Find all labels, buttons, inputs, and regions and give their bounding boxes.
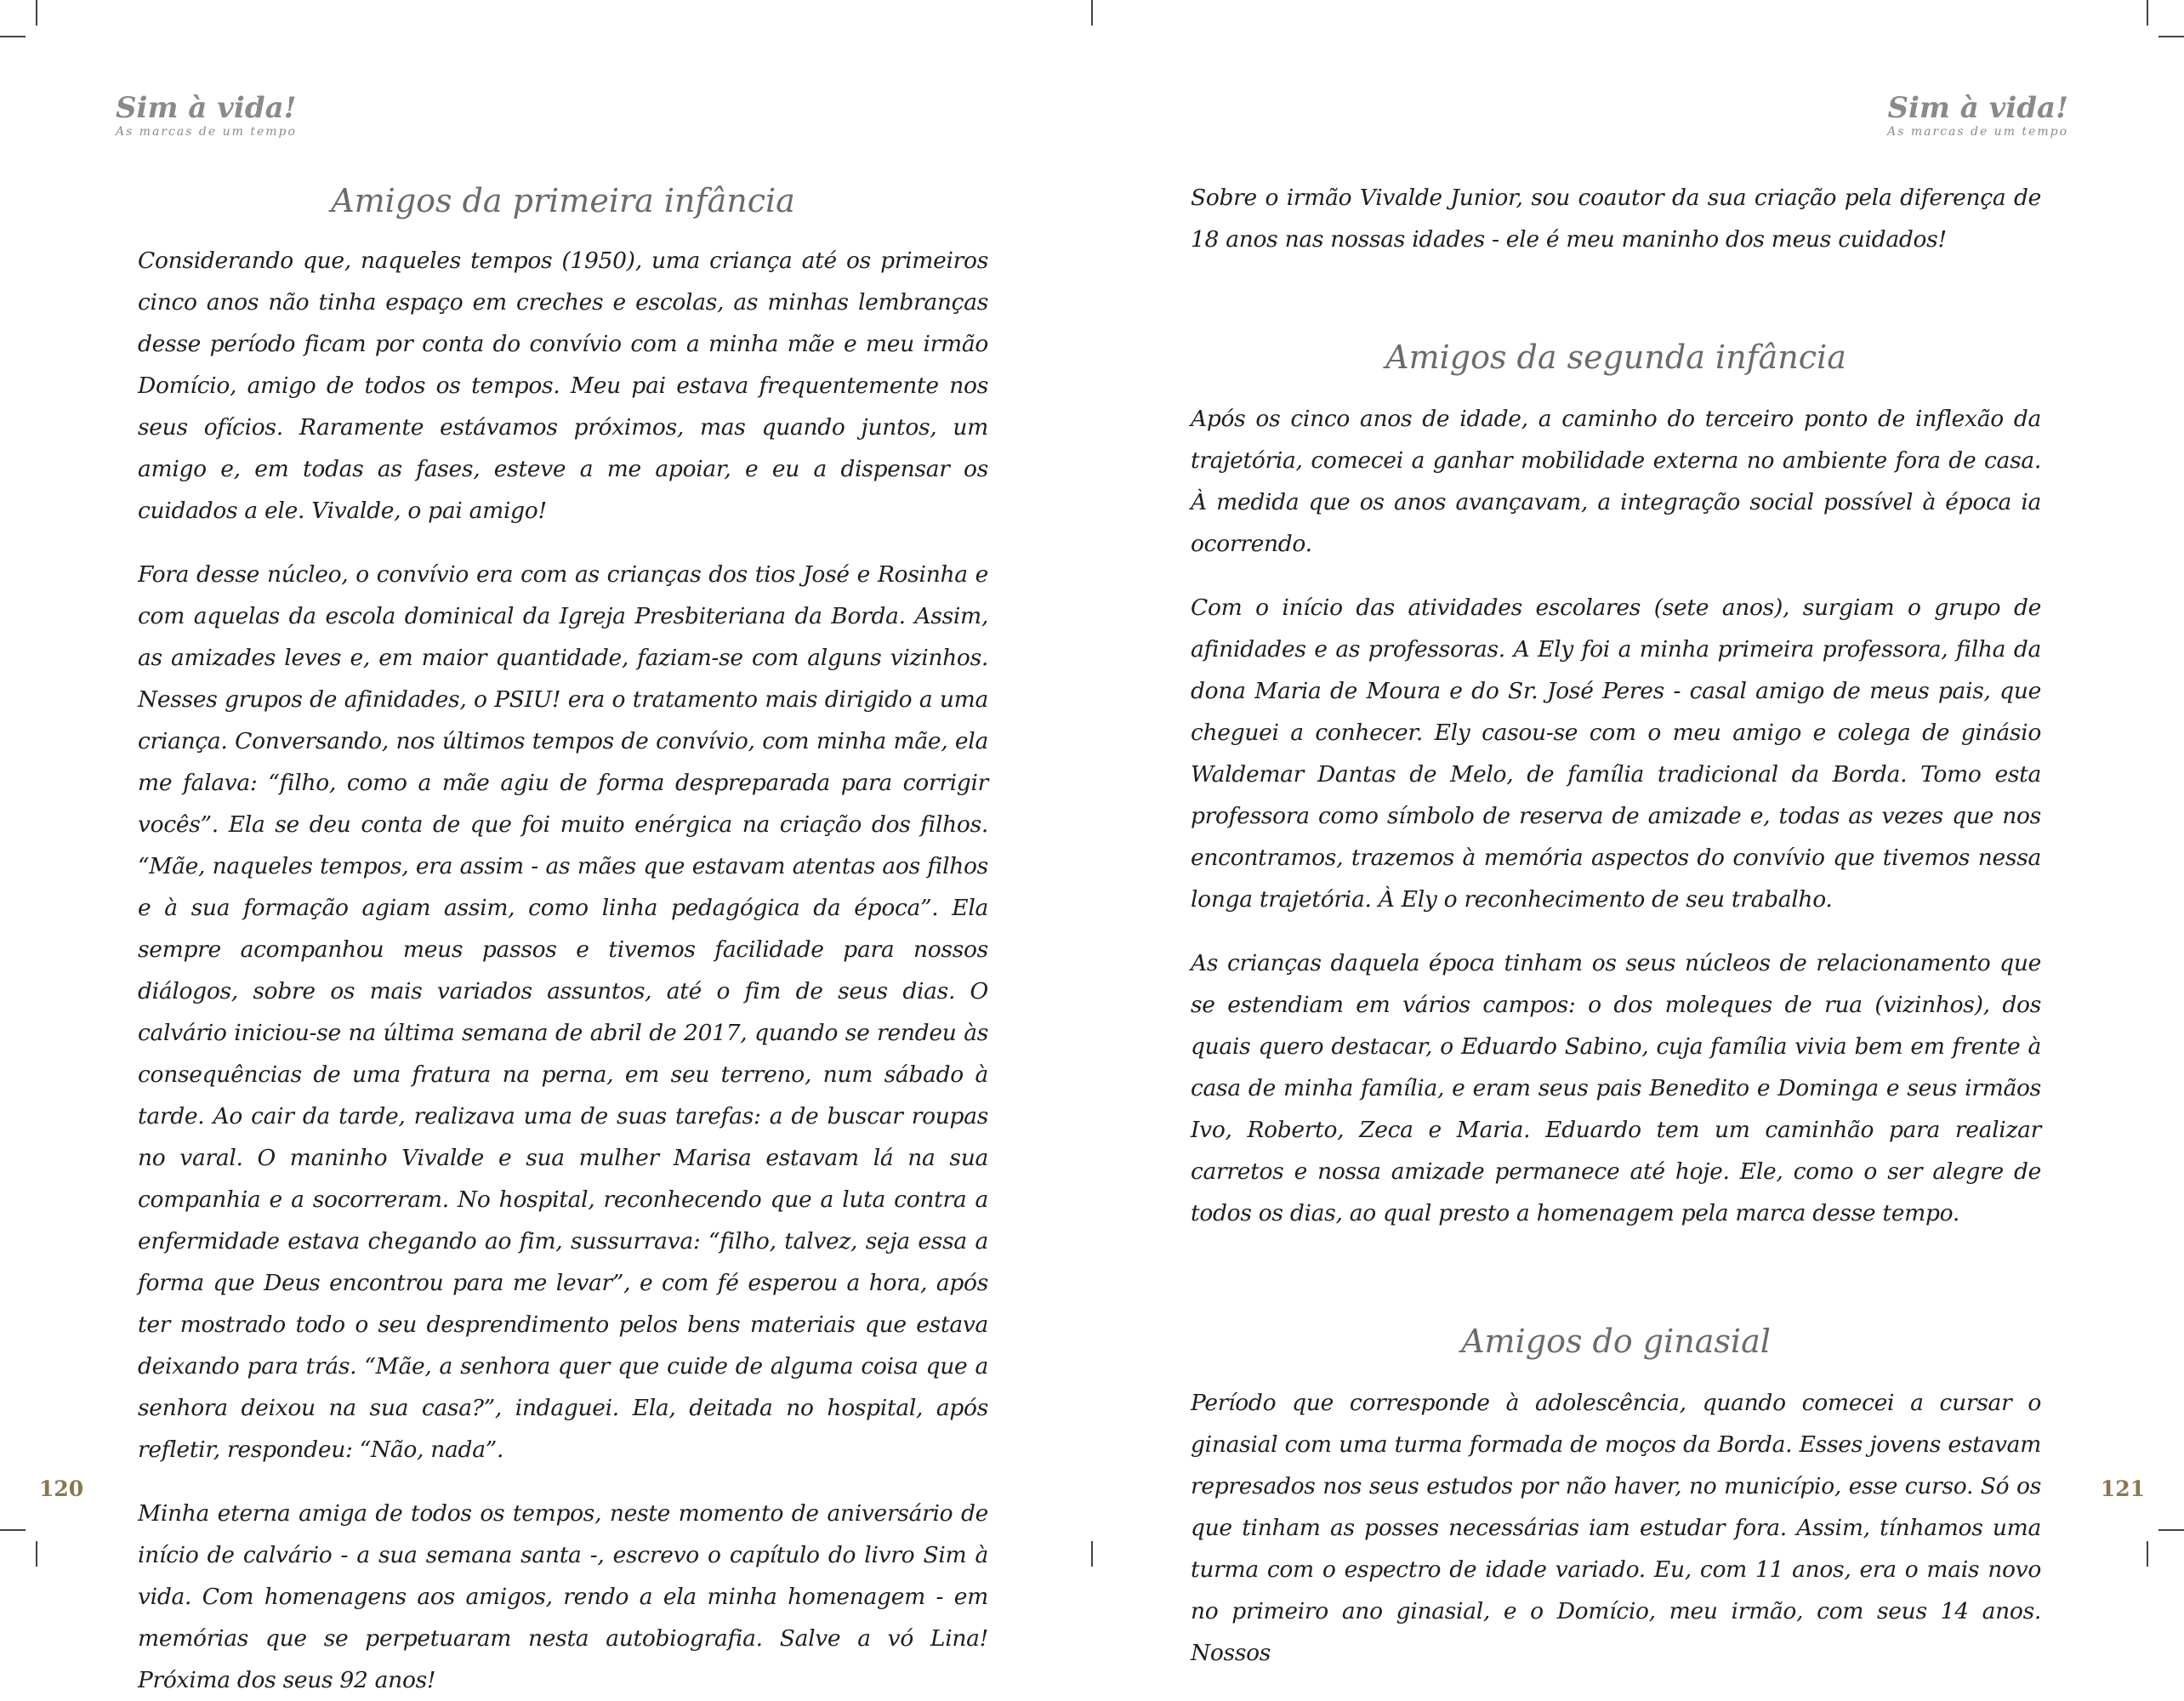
left-page — [0, 0, 1092, 1693]
header-subtitle: As marcas de um tempo — [1887, 125, 2068, 139]
section-title: Amigos da segunda infância — [1385, 338, 1846, 376]
paragraph: Com o início das atividades escolares (sete anos), surgiam o grupo de afinidades e as professoras. A Ely foi a minha primeira professora, filha da dona Maria de Moura e do Sr. José Peres - casal amigo de meus pais, que cheguei a conhecer. Ely casou-se com o meu amigo e colega de ginásio Waldemar Dantas de Melo, de família tradicional da Borda. Tomo esta professora como símbolo de reserva de amizade e, todas as vezes que nos encontramos, trazemos à memória aspectos do convívio que tivemos nessa longa trajetória. À Ely o reconhecimento de seu trabalho. — [1191, 594, 2041, 913]
left-page-content — [138, 177, 988, 1701]
paragraph: Após os cinco anos de idade, a caminho do terceiro ponto de inflexão da trajetória, comecei a ganhar mobilidade externa no ambiente fora de casa. À medida que os anos avançavam, a integração social possível à época ia ocorrendo. — [1191, 406, 2041, 557]
page-number: 121 — [2100, 1476, 2145, 1501]
paragraph: Período que corresponde à adolescência, quando comecei a cursar o ginasial com uma turma formada de moços da Borda. Esses jovens estavam represados nos seus estudos por não haver, no município, esse curso. Só os que tinham as posses necessárias iam estudar fora. Assim, tínhamos uma turma com o espectro de idade variado. Eu, com 11 anos, era o mais novo no primeiro ano ginasial, e o Domício, meu irmão, com seus 14 anos. Nossos — [1191, 1390, 2041, 1666]
header-title: Sim à vida! — [116, 91, 297, 125]
paragraph: As crianças daquela época tinham os seus núcleos de relacionamento que se estendiam em vários campos: o dos moleques de rua (vizinhos), dos quais quero destacar, o Eduardo Sabino, cuja família vivia bem em frente à casa de minha família, e eram seus pais Benedito e Dominga e seus irmãos Ivo, Roberto, Zeca e Maria. Eduardo tem um caminhão para realizar carretos e nossa amizade permanece até hoje. Ele, como o ser alegre de todos os dias, ao qual presto a homenagem pela marca desse tempo. — [1191, 950, 2041, 1226]
section-title: Amigos do ginasial — [1461, 1323, 1771, 1360]
paragraph: Sobre o irmão Vivalde Junior, sou coautor da sua criação pela diferença de 18 anos nas nossas idades - ele é meu maninho dos meus cuidados! — [1191, 185, 2041, 253]
running-header — [1887, 92, 2068, 139]
running-header — [116, 92, 297, 139]
paragraph: Considerando que, naqueles tempos (1950), uma criança até os primeiros cinco anos não tinha espaço em creches e escolas, as minhas lembranças desse período ficam por conta do convívio com a minha mãe e meu irmão Domício, amigo de todos os tempos. Meu pai estava frequentemente nos seus ofícios. Raramente estávamos próximos, mas quando juntos, um amigo e, em todas as fases, esteve a me apoiar, e eu a dispensar os cuidados a ele. Vivalde, o pai amigo! — [138, 247, 988, 524]
paragraph: Minha eterna amiga de todos os tempos, neste momento de aniversário de início de calvário - a sua semana santa -, escrevo o capítulo do livro Sim à vida. Com homenagens aos amigos, rendo a ela minha homenagem - em memórias que se perpetuaram nesta autobiografia. Salve a vó Lina! Próxima dos seus 92 anos! — [138, 1500, 988, 1693]
right-page-content — [1191, 177, 2041, 1674]
section-title: Amigos da primeira infância — [331, 182, 795, 219]
right-page — [1092, 0, 2184, 1666]
paragraph: Fora desse núcleo, o convívio era com as crianças dos tios José e Rosinha e com aquelas da escola dominical da Igreja Presbiteriana da Borda. Assim, as amizades leves e, em maior quantidade, faziam-se com alguns vizinhos. Nesses grupos de afinidades, o PSIU! era o tratamento mais dirigido a uma criança. Conversando, nos últimos tempos de convívio, com minha mãe, ela me falava: “filho, como a mãe agiu de forma despreparada para corrigir vocês”. Ela se deu conta de que foi muito enérgica na criação dos filhos. “Mãe, naqueles tempos, era assim - as mães que estavam atentas aos filhos e à sua formação agiam assim, como linha pedagógica da época”. Ela sempre acompanhou meus passos e tivemos facilidade para nossos diálogos, sobre os mais variados assuntos, até o fim de seus dias. O calvário iniciou-se na última semana de abril de 2017, quando se rendeu às consequências de uma fratura na perna, em seu terreno, num sábado à tarde. Ao cair da tarde, realizava uma de suas tarefas: a de buscar roupas no varal. O maninho Vivalde e sua mulher Marisa estavam lá na sua companhia e a socorreram. No hospital, reconhecendo que a luta contra a enfermidade estava chegando ao fim, sussurrava: “filho, talvez, seja essa a forma que Deus encontrou para me levar”, e com fé esperou a hora, após ter mostrado todo o seu desprendimento pelos bens materiais que estava deixando para trás. “Mãe, a senhora quer que cuide de alguma coisa que a senhora deixou na sua casa?”, indaguei. Ela, deitada no hospital, após refletir, respondeu: “Não, nada”. — [138, 561, 988, 1463]
header-subtitle: As marcas de um tempo — [116, 125, 297, 139]
page-number: 120 — [39, 1476, 84, 1501]
header-title: Sim à vida! — [1887, 91, 2068, 125]
